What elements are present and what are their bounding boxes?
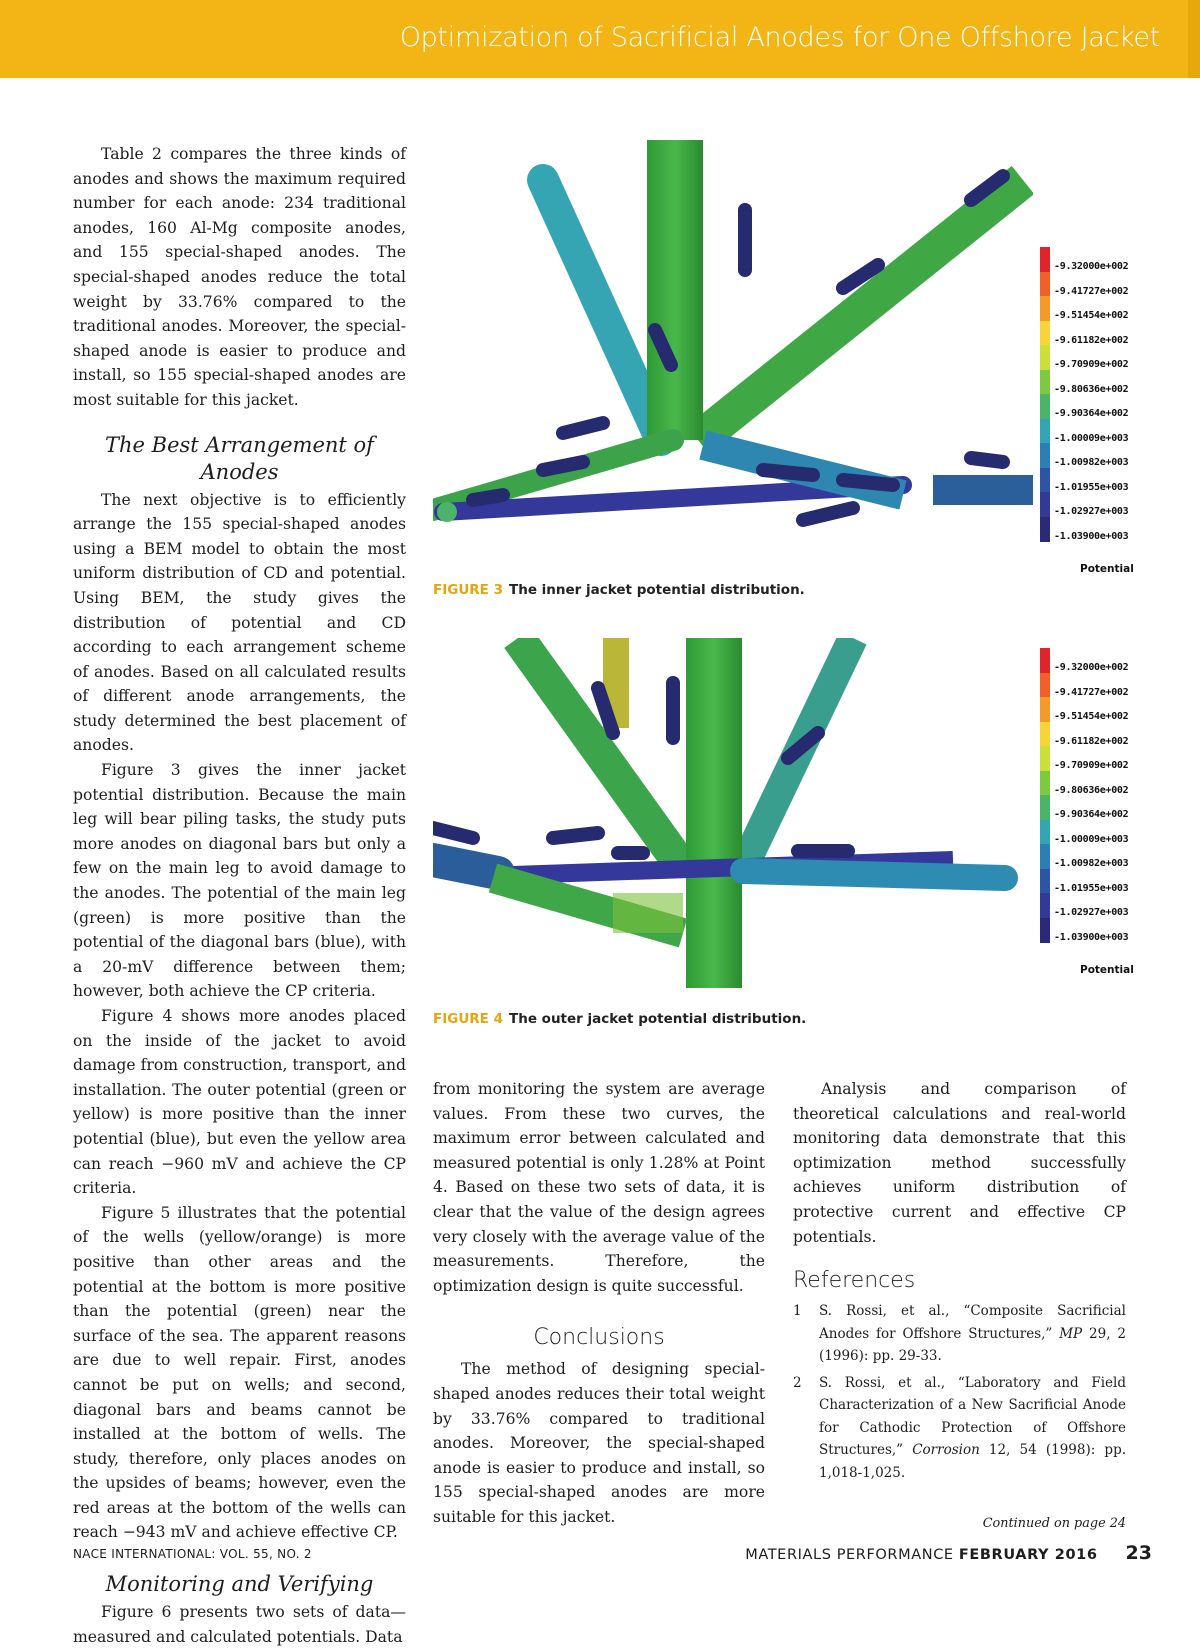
legend-tick-label: -9.61182e+002 [1054, 334, 1129, 346]
legend-tick-label: -9.80636e+002 [1054, 383, 1129, 395]
legend-tick-label: -9.90364e+002 [1054, 809, 1129, 820]
paragraph: Table 2 compares the three kinds of anodes and shows the maximum required number for each anode: 234 traditional anodes, 160 Al-Mg composite anodes, and 155 special-shaped anodes. The special-shaped anodes reduce the total weight by 33.76% compared to the traditional anodes. Moreover, the special-shaped anode is easier to produce and install, so 155 special-shaped anodes are most suitable for this jacket. [73, 145, 406, 409]
reference-number: 2 [793, 1374, 802, 1391]
header-banner [0, 0, 1188, 78]
header-title: Optimization of Sacrificial Anodes for One Offshore Jacket [399, 22, 1160, 53]
reference-text: S. Rossi, et al., “Laboratory and Field Characterization of a New Sacrificial Anode for Cathodic Protection of Offshore Structures,” [819, 1374, 1126, 1459]
legend-tick-label: -1.03900e+003 [1054, 931, 1129, 943]
reference-text: 29, 2 (1996): pp. 29-33. [819, 1325, 1126, 1365]
figure-3-legend [1040, 247, 1140, 587]
legend-color-bar [1040, 272, 1050, 298]
figure-3-image [433, 140, 1129, 568]
legend-tick-label: -1.00982e+003 [1054, 858, 1129, 869]
figure-4-caption [433, 1011, 806, 1027]
column-middle [433, 1077, 765, 1530]
legend-color-bar [1040, 918, 1050, 944]
legend-tick-label: -9.51454e+002 [1054, 310, 1129, 321]
paragraph: Analysis and comparison of theoretical calculations and real-world monitoring data demonstrate that this optimization method successfully achieves uniform distribution of protective current and effective CP potentials. [793, 1080, 1126, 1246]
paragraph: from monitoring the system are average values. From these two curves, the maximum error between calculated and measured potential is only 1.28% at Point 4. Based on these two sets of data, it is clear that the value of the design agrees very closely with the average value of the measurements. Therefore, the optimization design is quite successful. [433, 1080, 765, 1295]
legend-color-bar [1040, 443, 1050, 469]
column-left [73, 142, 406, 1649]
legend-color-bar [1040, 820, 1050, 846]
legend-tick-label: -1.00009e+003 [1054, 432, 1129, 444]
continued-note: Continued on page 24 [982, 1516, 1126, 1532]
reference-journal: Corrosion [912, 1442, 980, 1459]
section-heading-monitoring: Monitoring and Verifying [105, 1572, 374, 1597]
legend-tick-label: -9.61182e+002 [1054, 735, 1129, 747]
legend-tick-label: -9.70909e+002 [1054, 359, 1129, 370]
legend-color-bar [1040, 345, 1050, 371]
legend-color-bar [1040, 492, 1050, 518]
reference-text: 12, 54 (1998): pp. 1,018-1,025. [819, 1442, 1127, 1481]
page-number: 23 [1125, 1542, 1152, 1564]
legend-tick-label: -1.03900e+003 [1054, 530, 1129, 542]
figure-4-legend [1040, 648, 1140, 988]
legend-tick-label: -9.32000e+002 [1054, 261, 1129, 272]
legend-color-bar [1040, 247, 1050, 273]
figure-3-render [433, 140, 1033, 568]
footer-issue-date: FEBRUARY 2016 [958, 1547, 1098, 1563]
section-heading-arrangement: The Best Arrangement of Anodes [105, 432, 374, 484]
figure-4-image [433, 638, 1129, 988]
legend-color-bar [1040, 394, 1050, 420]
paragraph: Figure 3 gives the inner jacket potential distribution. Because the main leg will bear piling tasks, the study puts more anodes on diagonal bars but only a few on the main leg to avoid damage to the anodes. The potential of the main leg (green) is more positive than the potential of the diagonal bars (blue), with a 20-mV difference between them; however, both achieve the CP criteria. [73, 761, 406, 1001]
section-heading-references: References [793, 1268, 916, 1294]
legend-tick-label: -1.01955e+003 [1054, 481, 1129, 493]
legend-tick-label: -9.80636e+002 [1054, 784, 1129, 796]
reference-list [793, 1300, 1126, 1484]
legend-color-bar [1040, 697, 1050, 723]
legend-tick-label: -1.01955e+003 [1054, 882, 1129, 894]
legend-tick-label: -1.00009e+003 [1054, 833, 1129, 845]
reference-number: 1 [793, 1303, 802, 1320]
legend-tick-label: -1.02927e+003 [1054, 907, 1129, 918]
legend-color-bar [1040, 869, 1050, 895]
legend-title: Potential [1080, 964, 1134, 976]
paragraph: The method of designing special-shaped anodes reduces their total weight by 33.76% compared to traditional anodes. Moreover, the special-shaped anode is easier to produce and install, so 155 special-shaped anodes are more suitable for this jacket. [433, 1360, 765, 1526]
paragraph: The next objective is to efficiently arrange the 155 special-shaped anodes using a BEM model to obtain the most uniform distribution of CD and potential. Using BEM, the study gives the distribution of potential and CD according to each arrangement scheme of anodes. Based on all calculated results of different anode arrangements, the study determined the best placement of anodes. [73, 490, 406, 755]
legend-color-bar [1040, 795, 1050, 821]
legend-color-bar [1040, 746, 1050, 772]
paragraph: Figure 6 presents two sets of data—measured and calculated potentials. Data [73, 1603, 406, 1646]
legend-tick-label: -9.51454e+002 [1054, 711, 1129, 722]
legend-color-bar [1040, 321, 1050, 347]
legend-color-bar [1040, 648, 1050, 674]
footer-publication [745, 1542, 1152, 1564]
figure-3-label: FIGURE 3 [433, 582, 503, 598]
legend-tick-label: -9.90364e+002 [1054, 408, 1129, 419]
paragraph: Figure 4 shows more anodes placed on the inside of the jacket to avoid damage from construction, transport, and installation. The outer potential (green or yellow) is more positive than the inner potential (blue), but even the yellow area can reach −960 mV and achieve the CP criteria. [73, 1007, 406, 1198]
legend-color-bar [1040, 722, 1050, 748]
figure-3-caption-text: The inner jacket potential distribution. [509, 582, 805, 598]
header-banner-edge [1188, 0, 1200, 78]
legend-color-bar [1040, 893, 1050, 919]
legend-color-bar [1040, 370, 1050, 396]
reference-text: S. Rossi, et al., “Composite Sacrificial Anodes for Offshore Structures,” [819, 1303, 1126, 1342]
legend-color-bar [1040, 296, 1050, 322]
legend-tick-label: -1.02927e+003 [1054, 506, 1129, 517]
legend-tick-label: -9.41727e+002 [1054, 285, 1129, 297]
footer-journal-info: NACE INTERNATIONAL: VOL. 55, NO. 2 [73, 1547, 312, 1561]
figure-3-caption [433, 582, 805, 598]
figure-4-render [433, 638, 1033, 988]
column-right [793, 1077, 1126, 1537]
legend-title: Potential [1080, 563, 1134, 575]
legend-tick-label: -1.00982e+003 [1054, 457, 1129, 468]
reference-journal: MP [1059, 1325, 1083, 1342]
reference-item [793, 1300, 1126, 1368]
figure-4-label: FIGURE 4 [433, 1011, 503, 1027]
legend-color-bar [1040, 771, 1050, 797]
legend-color-bar [1040, 468, 1050, 494]
legend-tick-label: -9.70909e+002 [1054, 760, 1129, 771]
section-heading-conclusions: Conclusions [533, 1325, 665, 1351]
legend-tick-label: -9.41727e+002 [1054, 686, 1129, 698]
reference-item [793, 1372, 1126, 1485]
legend-color-bar [1040, 673, 1050, 699]
legend-color-bar [1040, 844, 1050, 870]
paragraph: Figure 5 illustrates that the potential of the wells (yellow/orange) is more positive than other areas and the potential at the bottom is more positive than the potential (green) near the surface of the sea. The apparent reasons are due to well repair. First, anodes cannot be put on wells; and second, diagonal bars and beams cannot be installed at the bottom of wells. The study, therefore, only places anodes on the upsides of beams; however, even the red areas at the bottom of the wells can reach −943 mV and achieve effective CP. [73, 1203, 406, 1542]
figure-4-caption-text: The outer jacket potential distribution. [509, 1011, 807, 1027]
legend-color-bar [1040, 419, 1050, 445]
legend-tick-label: -9.32000e+002 [1054, 662, 1129, 673]
legend-color-bar [1040, 517, 1050, 543]
footer-magazine: MATERIALS PERFORMANCE [745, 1547, 959, 1563]
